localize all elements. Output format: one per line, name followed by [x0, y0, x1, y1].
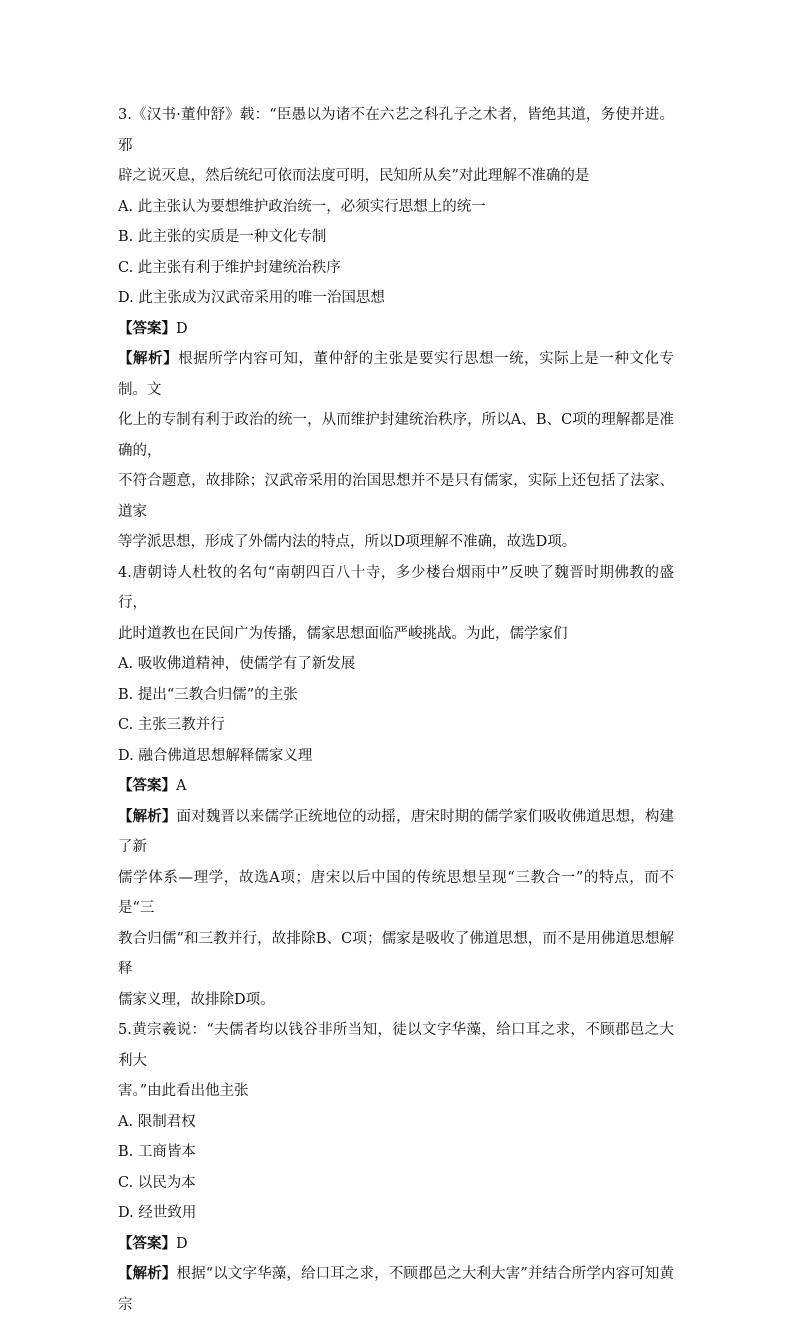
analysis — [118, 1259, 674, 1320]
option-a: A. 吸收佛道精神，使儒学有了新发展 — [118, 656, 356, 672]
analysis-line: 不符合题意，故排除；汉武帝采用的治国思想并不是只有儒家，实际上还包括了法家、道家 — [118, 473, 674, 520]
analysis-label: 【解析】 — [118, 1266, 177, 1282]
option-d: D. 经世致用 — [118, 1205, 197, 1221]
option-b: B. 提出“三教合归儒”的主张 — [118, 686, 298, 703]
answer-line — [118, 1229, 674, 1260]
document-body — [118, 100, 674, 1320]
option-d: D. 此主张成为汉武帝采用的唯一治国思想 — [118, 290, 385, 306]
answer-value: A — [176, 778, 187, 794]
answer-line — [118, 771, 674, 802]
answer-value: D — [176, 320, 188, 337]
question-stem-line: 此时道教也在民间广为传播，儒家思想面临严峻挑战。为此，儒学家们 — [118, 625, 568, 642]
analysis-line: 面对魏晋以来儒学正统地位的动摇，唐宋时期的儒学家们吸收佛道思想，构建了新 — [118, 808, 675, 855]
option-a: A. 限制君权 — [118, 1113, 196, 1130]
analysis-line: 化上的专制有利于政治的统一，从而维护封建统治秩序，所以A、B、C项的理解都是准确的， — [118, 412, 674, 459]
answer-label: 【答案】 — [118, 320, 176, 337]
question-4 — [118, 558, 674, 1016]
answer-line — [118, 314, 674, 345]
analysis-line: 根据“以文字华藻，给口耳之求，不顾郡邑之大利大害”并结合所学内容可知黄宗 — [118, 1266, 675, 1313]
analysis-label: 【解析】 — [118, 808, 177, 825]
question-3 — [118, 100, 674, 558]
analysis-label: 【解析】 — [118, 351, 179, 367]
analysis-line: 根据所学内容可知，董仲舒的主张是要实行思想一统，实际上是一种文化专制。文 — [118, 351, 675, 398]
question-stem-line: 4.唐朝诗人杜牧的名句“南朝四百八十寺，多少楼台烟雨中”反映了魏晋时期佛教的盛行， — [118, 564, 674, 611]
question-5 — [118, 1015, 674, 1320]
question-stem-line: 辟之说灭息，然后统纪可依而法度可明，民知所从矣”对此理解不准确的是 — [118, 168, 590, 184]
option-c: C. 此主张有利于维护封建统治秩序 — [118, 259, 341, 276]
option-c: C. 主张三教并行 — [118, 717, 225, 733]
analysis — [118, 802, 674, 1016]
option-b: B. 此主张的实质是一种文化专制 — [118, 229, 327, 245]
analysis-line: 等学派思想，形成了外儒内法的特点，所以D项理解不准确，故选D项。 — [118, 534, 577, 550]
question-stem — [118, 558, 674, 650]
question-stem — [118, 100, 674, 192]
option-b: B. 工商皆本 — [118, 1144, 196, 1160]
analysis-line: 儒学体系—理学，故选A项；唐宋以后中国的传统思想呈现“三教合一”的特点，而不是“三 — [118, 869, 674, 916]
question-stem-line: 害。”由此看出他主张 — [118, 1083, 249, 1099]
answer-label: 【答案】 — [118, 1235, 176, 1252]
answer-value: D — [176, 1235, 188, 1252]
question-stem-line: 5.黄宗羲说：“夫儒者均以钱谷非所当知，徒以文字华藻，给口耳之求，不顾郡邑之大利大 — [118, 1022, 674, 1069]
answer-label: 【答案】 — [118, 778, 176, 794]
option-d: D. 融合佛道思想解释儒家义理 — [118, 747, 313, 764]
analysis-line: 儒家义理，故排除D项。 — [118, 991, 275, 1008]
option-a: A. 此主张认为要想维护政治统一，必须实行思想上的统一 — [118, 198, 486, 215]
analysis — [118, 344, 674, 558]
option-c: C. 以民为本 — [118, 1174, 196, 1191]
question-stem-line: 3.《汉书·董仲舒》载：“臣愚以为诸不在六艺之科孔子之术者，皆绝其道，务使并进。邪 — [118, 107, 674, 154]
question-stem — [118, 1015, 674, 1107]
analysis-line: 教合归儒”和三教并行，故排除B、C项；儒家是吸收了佛道思想，而不是用佛道思想解释 — [118, 930, 674, 977]
